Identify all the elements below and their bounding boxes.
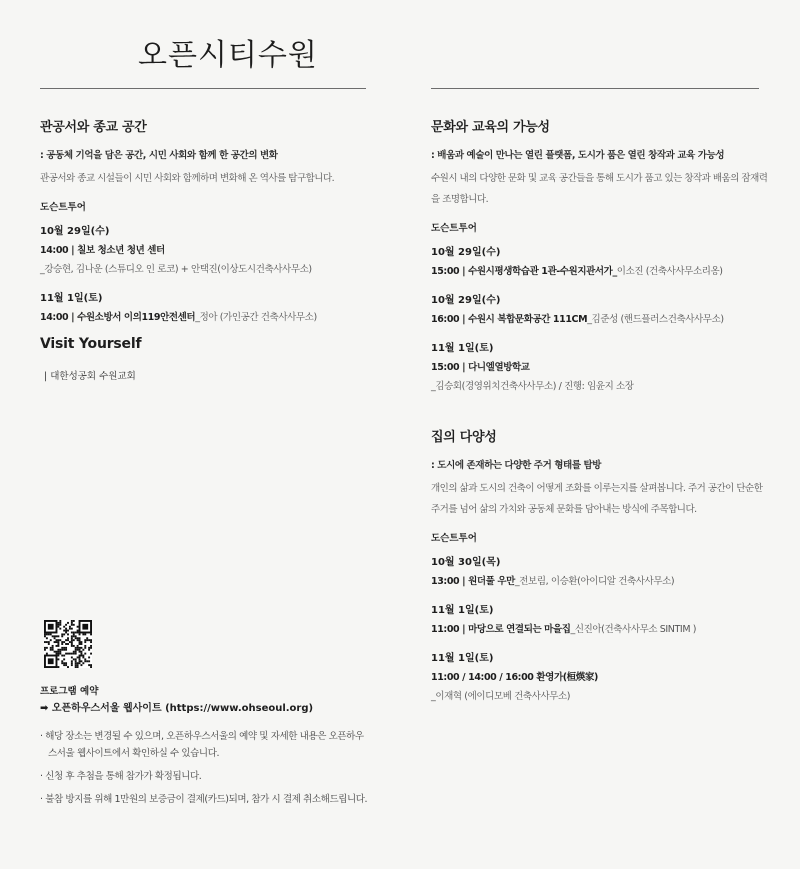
event-line — [40, 308, 370, 327]
event-line — [431, 668, 771, 687]
event-venue: 15:00 | 다니엘열방학교 — [431, 362, 530, 373]
section-title: 관공서와 종교 공간 — [40, 120, 147, 135]
event-date: 10월 29일(수) — [431, 295, 501, 306]
event-venue: 15:00 | 수원시평생학습관 1관-수원지관서가_ — [431, 266, 617, 277]
event-host: 이소진 (건축사사무소리옹) — [616, 266, 723, 277]
event-line — [40, 241, 370, 260]
event-date: 11월 1일(토) — [431, 343, 494, 354]
event-item — [431, 553, 771, 591]
section-subtitle: : 공동체 기억을 담은 공간, 시민 사회와 함께 한 공간의 변화 — [40, 150, 278, 161]
qr-code[interactable] — [44, 620, 92, 668]
section-description: 관공서와 종교 시설들이 시민 사회와 함께하며 변화해 온 역사를 탐구합니다. — [40, 173, 335, 184]
section-subtitle: : 배움과 예술이 만나는 열린 플랫폼, 도시가 품은 열린 창작과 교육 가능성 — [431, 150, 725, 161]
event-host: _강승현, 김나운 (스튜디오 인 로코) + 안택진(이상도시건축사사무소) — [40, 264, 312, 275]
event-venue: 11:00 | 마당으로 연결되는 마을집 — [431, 624, 571, 635]
event-item — [431, 601, 771, 639]
event-host: _김승회(경영위치건축사사무소) / 진행: 임윤지 소장 — [431, 381, 634, 392]
event-venue: 14:00 | 수원소방서 이의119안전센터 — [40, 312, 196, 323]
event-venue: 16:00 | 수원시 복합문화공간 111CM — [431, 314, 588, 325]
event-date: 10월 29일(수) — [40, 226, 110, 237]
qr-code-graphic — [44, 620, 92, 668]
event-host: _김준성 (핸드플러스건축사사무소) — [587, 314, 724, 325]
event-date: 10월 30일(목) — [431, 557, 501, 568]
event-line — [431, 687, 771, 706]
note-item: · 해당 장소는 변경될 수 있으며, 오픈하우스서울의 예약 및 자세한 내용은 오픈하우스서울 웹사이트에서 확인하실 수 있습니다. — [40, 731, 364, 759]
reservation-title: 프로그램 예약 — [40, 686, 99, 697]
reservation-notes — [40, 728, 370, 808]
event-venue: 11:00 / 14:00 / 16:00 환영가(桓煐家) — [431, 672, 598, 683]
section-housing — [431, 426, 771, 706]
event-date: 11월 1일(토) — [431, 653, 494, 664]
event-line — [431, 620, 771, 639]
event-item — [40, 289, 370, 327]
section-culture-education — [431, 116, 771, 396]
logo: 오픈시티수원 — [138, 38, 318, 73]
note-item: · 신청 후 추첨을 통해 참가가 확정됩니다. — [40, 771, 202, 782]
event-line — [431, 572, 771, 591]
section-public-religious — [40, 116, 370, 337]
event-line — [431, 262, 771, 281]
section-description: 개인의 삶과 도시의 건축이 어떻게 조화를 이루는지를 살펴봅니다. 주거 공간이 단순한 주거를 넘어 삶의 가치와 공동체 문화를 담아내는 방식에 주목합니다. — [431, 483, 763, 515]
event-venue: 13:00 | 원더풀 우만 — [431, 576, 515, 587]
reservation-link[interactable]: ➡ 오픈하우스서울 웹사이트 (https://www.ohseoul.org) — [40, 703, 314, 714]
right-divider — [431, 88, 759, 89]
event-date: 11월 1일(토) — [431, 605, 494, 616]
event-line — [40, 260, 370, 279]
event-item — [431, 243, 771, 281]
event-date: 10월 29일(수) — [431, 247, 501, 258]
event-item — [40, 222, 370, 279]
left-divider — [40, 88, 366, 89]
event-host: _이재혁 (에이디모베 건축사사무소) — [431, 691, 571, 702]
event-date: 11월 1일(토) — [40, 293, 103, 304]
docent-tour-label: 도슨트투어 — [431, 533, 477, 544]
event-line — [431, 377, 771, 396]
docent-tour-label: 도슨트투어 — [431, 223, 477, 234]
note-item: · 불참 방지를 위해 1만원의 보증금이 결제(카드)되며, 참가 시 결제 취소해드립니다. — [40, 794, 368, 805]
reservation-section — [40, 684, 370, 814]
right-column — [431, 116, 771, 716]
visit-yourself-item: | 대한성공회 수원교회 — [44, 371, 136, 382]
event-line — [431, 310, 771, 329]
section-description: 수원시 내의 다양한 문화 및 교육 공간들을 통해 도시가 품고 있는 창작과 배움의 잠재력을 조명합니다. — [431, 173, 768, 205]
event-host: _신진아(건축사사무소 SINTIM ) — [570, 624, 697, 635]
event-item — [431, 339, 771, 396]
visit-yourself-title: Visit Yourself — [40, 336, 142, 352]
event-item — [431, 649, 771, 706]
event-line — [431, 358, 771, 377]
docent-tour-label: 도슨트투어 — [40, 202, 86, 213]
section-subtitle: : 도시에 존재하는 다양한 주거 형태를 탐방 — [431, 460, 602, 471]
section-title: 집의 다양성 — [431, 430, 497, 445]
event-host: _전보림, 이승환(아이디알 건축사사무소) — [514, 576, 675, 587]
event-host: _정아 (가인공간 건축사사무소) — [195, 312, 317, 323]
event-venue: 14:00 | 칠보 청소년 청년 센터 — [40, 245, 165, 256]
section-title: 문화와 교육의 가능성 — [431, 120, 550, 135]
event-item — [431, 291, 771, 329]
